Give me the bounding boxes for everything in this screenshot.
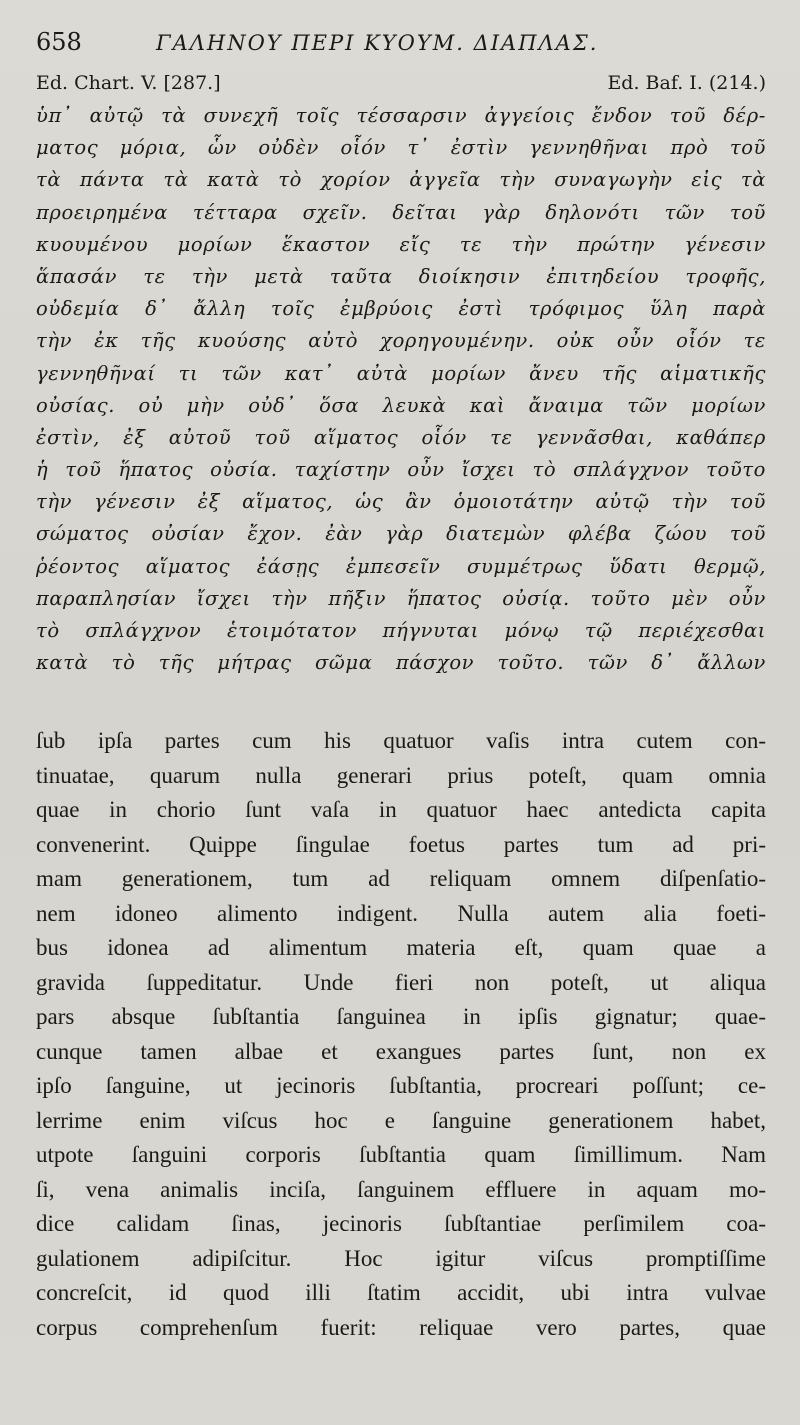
greek-line: οὐσίας. οὐ μὴν οὐδ᾽ ὅσα λευκὰ καὶ ἄναιμα τῶν μορίων [36,393,766,417]
greek-line: γεννηθῆναί τι τῶν κατ᾽ αὐτὰ μορίων ἄνευ τῆς αἱματικῆς [36,361,766,385]
latin-line: mam generationem, tum ad reliquam omnem diſpenſatio- [36,866,766,892]
latin-line: ſi, vena animalis inciſa, ſanguinem effluere in aquam mo- [36,1176,766,1202]
page-number: 658 [36,28,82,56]
latin-text-block [36,724,766,1345]
greek-line: ματος μόρια, ὧν οὐδὲν οἷόν τ᾽ ἐστὶν γεννηθῆναι πρὸ τοῦ [36,136,766,160]
latin-line: ſub ipſa partes cum his quatuor vaſis intra cutem con- [36,728,766,754]
latin-line: tinuatae, quarum nulla generari prius poteſt, quam omnia [36,762,766,788]
latin-line: ipſo ſanguine, ut jecinoris ſubſtantia, procreari poſſunt; ce- [36,1073,766,1099]
latin-line: quae in chorio ſunt vaſa in quatuor haec antedicta capita [36,797,766,823]
latin-line: bus idonea ad alimentum materia eſt, quam quae a [36,935,766,961]
greek-line: οὐδεμία δ᾽ ἄλλη τοῖς ἐμβρύοις ἐστὶ τρόφιμος ὕλη παρὰ [36,297,766,321]
greek-line: προειρημένα τέτταρα σχεῖν. δεῖται γὰρ δηλονότι τῶν τοῦ [36,200,766,224]
edition-chartier-ref: Ed. Chart. V. [287.] [36,72,221,94]
greek-line: ῥέοντος αἵματος ἐάσῃς ἐμπεσεῖν συμμέτρως ὕδατι θερμῷ, [36,554,766,578]
latin-line: concreſcit, id quod illi ſtatim accidit, ubi intra vulvae [36,1280,766,1306]
greek-line: ἐστὶν, ἐξ αὐτοῦ τοῦ αἵματος οἷόν τε γεννᾶσθαι, καθάπερ [36,425,766,449]
greek-line: κυουμένου μορίων ἕκαστον εἴς τε τὴν πρώτην γένεσιν [36,232,766,256]
latin-line: corpus comprehenſum fuerit: reliquae vero partes, quae [36,1314,766,1340]
greek-line: παραπλησίαν ἴσχει τὴν πῆξιν ἥπατος οὐσίᾳ. τοῦτο μὲν οὖν [36,586,766,610]
edition-references [36,72,766,100]
greek-line: ἡ τοῦ ἥπατος οὐσία. ταχίστην οὖν ἴσχει τὸ σπλάγχνον τοῦτο [36,458,766,482]
latin-line: cunque tamen albae et exangues partes ſunt, non ex [36,1038,766,1064]
running-title: ΓΑΛΗΝΟΥ ΠΕΡΙ ΚΥΟΥΜ. ΔΙΑΠΛΑΣ. [156,31,599,55]
latin-line: nem idoneo alimento indigent. Nulla autem alia foeti- [36,900,766,926]
greek-line: ὑπ᾽ αὐτῷ τὰ συνεχῆ τοῖς τέσσαρσιν ἀγγείοις ἔνδον τοῦ δέρ- [36,104,766,127]
latin-line: lerrime enim viſcus hoc e ſanguine generationem habet, [36,1107,766,1133]
greek-line: τὰ πάντα τὰ κατὰ τὸ χορίον ἀγγεῖα τὴν συναγωγὴν εἰς τὰ [36,168,766,192]
latin-line: utpote ſanguini corporis ſubſtantia quam ſimillimum. Nam [36,1142,766,1168]
greek-line: τὴν ἐκ τῆς κυούσης αὐτὸ χορηγουμένην. οὐκ οὖν οἷόν τε [36,329,766,353]
greek-line: σώματος οὐσίαν ἔχον. ἐὰν γὰρ διατεμὼν φλέβα ζώου τοῦ [36,522,766,546]
edition-basel-ref: Ed. Baf. I. (214.) [607,72,766,94]
greek-line: ἅπασάν τε τὴν μετὰ ταῦτα διοίκησιν ἐπιτηδείου τροφῆς, [36,264,766,288]
latin-line: gravida ſuppeditatur. Unde fieri non poteſt, ut aliqua [36,969,766,995]
latin-line: pars absque ſubſtantia ſanguinea in ipſis gignatur; quae- [36,1004,766,1030]
running-head [36,28,766,68]
latin-line: dice calidam ſinas, jecinoris ſubſtantiae perſimilem coa- [36,1211,766,1237]
greek-line: κατὰ τὸ τῆς μήτρας σῶμα πάσχον τοῦτο. τῶν δ᾽ ἄλλων [36,651,766,675]
greek-line: τὸ σπλάγχνον ἑτοιμότατον πήγνυται μόνῳ τῷ περιέχεσθαι [36,619,766,642]
latin-line: convenerint. Quippe ſingulae foetus partes tum ad pri- [36,831,766,857]
latin-line: gulationem adipiſcitur. Hoc igitur viſcus promptiſſime [36,1245,766,1271]
greek-text-block [36,100,766,679]
greek-line: τὴν γένεσιν ἐξ αἵματος, ὡς ἂν ὁμοιοτάτην αὐτῷ τὴν τοῦ [36,490,766,514]
